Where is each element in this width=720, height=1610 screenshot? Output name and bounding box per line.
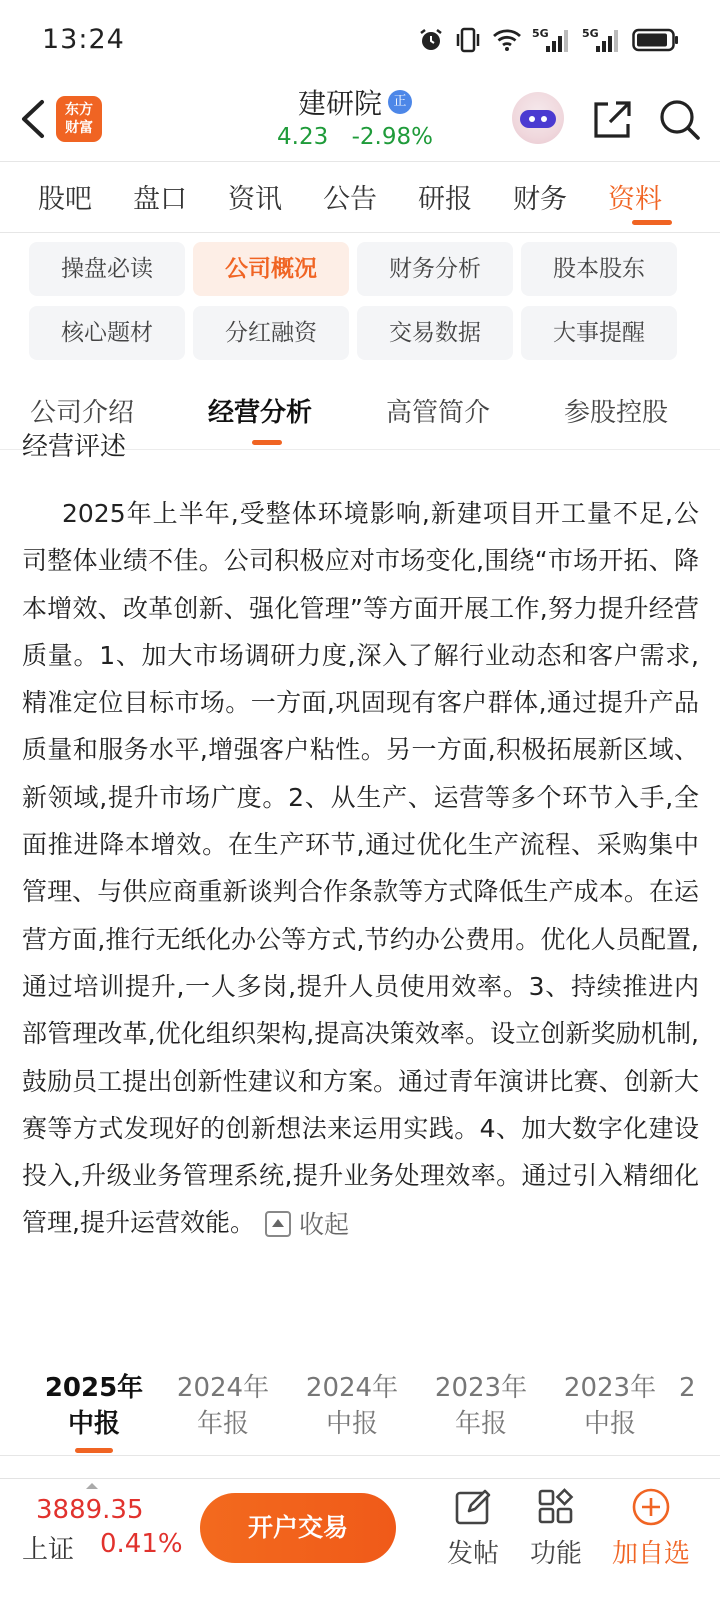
collapse-button[interactable]: 收起 bbox=[265, 1201, 349, 1248]
index-value: 3889.35 bbox=[36, 1495, 144, 1525]
index-change: 0.41% bbox=[100, 1529, 183, 1559]
subtab-holdings[interactable]: 参股控股 bbox=[564, 398, 669, 428]
period-tab-2024-interim[interactable]: 2024年 中报 bbox=[305, 1373, 399, 1439]
tab-finance[interactable]: 财务 bbox=[513, 184, 567, 215]
search-button[interactable] bbox=[656, 94, 704, 144]
grid-trading-guide[interactable]: 操盘必读 bbox=[29, 242, 185, 296]
section-heading-cut: 经营评述 bbox=[22, 432, 127, 462]
search-icon bbox=[656, 94, 704, 144]
tab-profile[interactable]: 资料 bbox=[608, 184, 662, 215]
ai-assistant-button[interactable] bbox=[512, 92, 564, 144]
active-tab-indicator bbox=[632, 220, 672, 225]
stock-tag-badge: 正 bbox=[388, 90, 412, 114]
battery-icon bbox=[632, 27, 680, 53]
active-subtab-indicator bbox=[252, 440, 282, 445]
svg-text:5G: 5G bbox=[582, 27, 599, 40]
period-tabs bbox=[0, 1370, 720, 1456]
grid-shareholders[interactable]: 股本股东 bbox=[521, 242, 677, 296]
subtab-executives[interactable]: 高管简介 bbox=[386, 398, 491, 428]
eastmoney-logo[interactable]: 东方 财富 bbox=[56, 96, 102, 142]
status-icons bbox=[418, 26, 680, 54]
tab-pankou[interactable]: 盘口 bbox=[133, 184, 187, 215]
back-button[interactable] bbox=[14, 94, 54, 144]
grid-apps-icon bbox=[536, 1487, 576, 1527]
status-time: 13:24 bbox=[42, 24, 125, 55]
period-tab-2023-annual[interactable]: 2023年 年报 bbox=[434, 1373, 528, 1439]
stock-price: 4.23 bbox=[277, 124, 329, 150]
grid-core-themes[interactable]: 核心题材 bbox=[29, 306, 185, 360]
add-watchlist-button[interactable]: 加自选 bbox=[606, 1487, 696, 1570]
share-icon bbox=[588, 94, 634, 144]
tab-research[interactable]: 研报 bbox=[418, 184, 472, 215]
active-period-indicator bbox=[75, 1448, 113, 1453]
status-bar bbox=[0, 0, 720, 80]
business-review-text: 2025年上半年,受整体环境影响,新建项目开工量不足,公司整体业绩不佳。公司积极应对市场变化,围绕“市场开拓、降本增效、改革创新、强化管理”等方面开展工作,努力提升经营质量。1、加大市场调研力度,深入了解行业动态和客户需求,精准定位目标市场。一方面,巩固现有客户群体,通过提升产品质量和服务水平,增强客户粘性。另一方面,积极拓展新区域、新领域,提升市场广度。2、从生产、运营等多个环节入手,全面推进降本增效。在生产环节,通过优化生产流程、采购集中管理、与供应商重新谈判合作条款等方式降低生产成本。在运营方面,推行无纸化办公等方式,节约办公费用。优化人员配置,通过培训提升,一人多岗,提升人员使用效率。3、持续推进内部管理改革,优化组织架构,提高决策效率。设立创新奖励机制,鼓励员工提出创新性建议和方案。通过青年演讲比赛、创新大赛等方式发现好的创新想法来运用实践。4、加大数字化建设投入,升级业务管理系统,提升业务处理效率。通过引入精细化管理,提升运营效能。 收起 bbox=[22, 490, 699, 1248]
grid-trading-data[interactable]: 交易数据 bbox=[357, 306, 513, 360]
stock-name: 建研院 bbox=[297, 87, 382, 120]
open-account-trade-button[interactable]: 开户交易 bbox=[200, 1493, 396, 1563]
main-tabs bbox=[0, 163, 720, 233]
grid-financial-analysis[interactable]: 财务分析 bbox=[357, 242, 513, 296]
bottom-bar bbox=[0, 1478, 720, 1610]
stock-change: -2.98% bbox=[351, 124, 433, 150]
tab-announcements[interactable]: 公告 bbox=[323, 184, 377, 215]
stock-header bbox=[0, 80, 720, 162]
period-tab-2023-interim[interactable]: 2023年 中报 bbox=[563, 1373, 657, 1439]
chevron-left-icon bbox=[14, 94, 54, 144]
svg-text:5G: 5G bbox=[532, 27, 549, 40]
grid-company-overview[interactable]: 公司概况 bbox=[193, 242, 349, 296]
grid-events[interactable]: 大事提醒 bbox=[521, 306, 677, 360]
post-button[interactable]: 发帖 bbox=[428, 1487, 518, 1570]
wifi-icon bbox=[492, 28, 522, 52]
period-tab-partial[interactable]: 2 bbox=[679, 1373, 696, 1403]
tab-news[interactable]: 资讯 bbox=[228, 184, 282, 215]
subtab-business-analysis[interactable]: 经营分析 bbox=[208, 398, 313, 428]
period-tab-2024-annual[interactable]: 2024年 年报 bbox=[176, 1373, 270, 1439]
caret-up-icon bbox=[86, 1483, 98, 1489]
robot-icon bbox=[520, 110, 556, 128]
grid-dividends[interactable]: 分红融资 bbox=[193, 306, 349, 360]
vibrate-icon bbox=[454, 26, 482, 54]
subtab-company-intro[interactable]: 公司介绍 bbox=[30, 398, 135, 428]
functions-button[interactable]: 功能 bbox=[511, 1487, 601, 1570]
signal-5g-2-icon bbox=[582, 26, 622, 54]
stock-title[interactable] bbox=[250, 82, 460, 150]
add-circle-icon bbox=[631, 1487, 671, 1527]
alarm-icon bbox=[418, 27, 444, 53]
tab-guba[interactable]: 股吧 bbox=[38, 184, 92, 215]
edit-post-icon bbox=[453, 1487, 493, 1527]
period-tab-2025-interim[interactable]: 2025年 中报 bbox=[44, 1373, 144, 1439]
index-name: 上证 bbox=[22, 1535, 75, 1565]
signal-5g-1-icon bbox=[532, 26, 572, 54]
collapse-up-icon bbox=[265, 1211, 291, 1237]
business-review-content bbox=[0, 490, 720, 1350]
share-button[interactable] bbox=[588, 94, 634, 144]
